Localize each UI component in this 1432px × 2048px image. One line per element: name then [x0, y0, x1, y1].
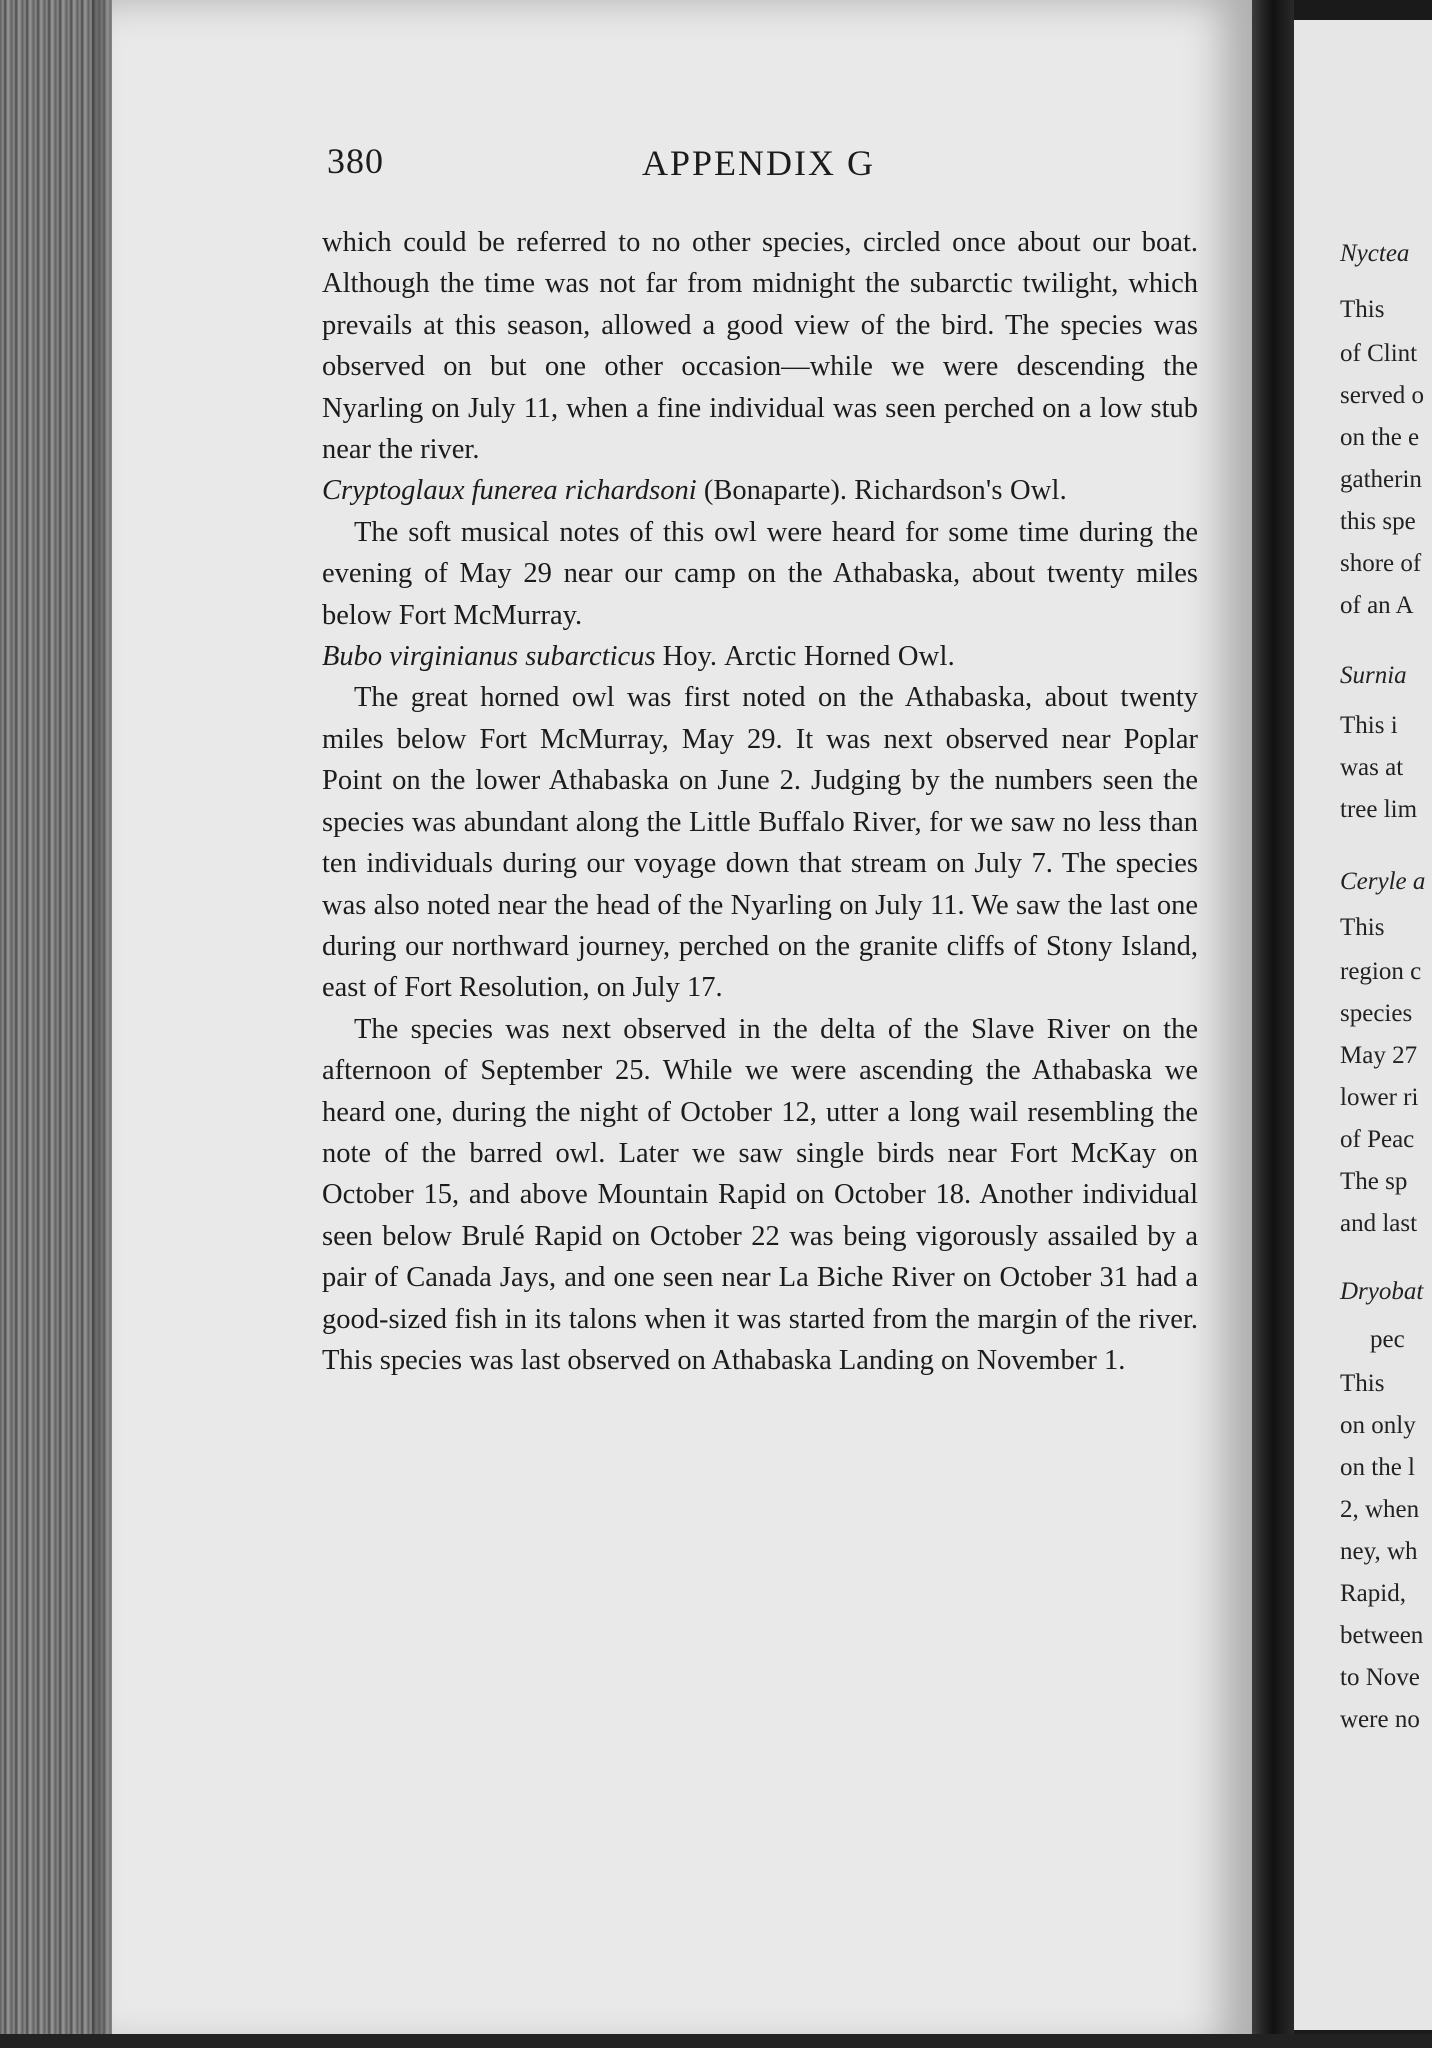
facing-page-line-fragment: and last	[1340, 1210, 1418, 1237]
facing-page-line-fragment: region c	[1340, 958, 1422, 985]
common-name: Richardson's Owl.	[854, 475, 1067, 507]
facing-page-line-fragment: were no	[1340, 1706, 1420, 1733]
facing-page-line-fragment: This	[1340, 914, 1385, 941]
facing-page-line-fragment: tree lim	[1340, 796, 1418, 823]
facing-page-line-fragment: of Clint	[1340, 340, 1418, 367]
scan-border	[0, 2034, 1432, 2048]
facing-page-line-fragment: lower ri	[1340, 1084, 1419, 1111]
facing-page-line-fragment: between	[1340, 1622, 1424, 1649]
facing-page-line-fragment: This	[1340, 1370, 1385, 1397]
facing-page-line-fragment: shore of	[1340, 550, 1422, 577]
facing-page-line-fragment: The sp	[1340, 1168, 1408, 1195]
facing-page-line-fragment: May 27	[1340, 1042, 1418, 1069]
facing-page-line-fragment: species	[1340, 1000, 1413, 1027]
authority: Hoy.	[662, 641, 718, 673]
continued-paragraph: which could be referred to no other species, circled once about our boat. Although the time was not far from midnight the subarctic twilight, which prevails at this season, allowed a good view of the bird. The species was observed on but one other occasion—while we were descending the Nyarling on July 11, when a fine individual was seen perched on a low stub near the river.	[322, 227, 1198, 466]
common-name: Arctic Horned Owl.	[724, 641, 955, 673]
book-page-edge	[0, 0, 112, 2048]
book-gutter	[1252, 0, 1294, 2048]
facing-page-line-fragment: 2, when	[1340, 1496, 1420, 1523]
facing-page-line-fragment: of Peac	[1340, 1126, 1415, 1153]
facing-page-line-fragment: on the e	[1340, 424, 1420, 451]
facing-page-line-fragment: gatherin	[1340, 466, 1422, 493]
facing-page-heading-fragment: Nyctea	[1340, 240, 1410, 267]
species-paragraph: The soft musical notes of this owl were heard for some time during the evening of May 29 near our camp on the Athabaska, about twenty miles below Fort McMurray.	[322, 516, 1198, 631]
scientific-name: Cryptoglaux funerea richardsoni	[322, 475, 697, 507]
facing-page-line-fragment: this spe	[1340, 508, 1416, 535]
facing-page-line-fragment: was at	[1340, 754, 1404, 781]
species-paragraph: The great horned owl was first noted on the Athabaska, about twenty miles below Fort McMurray, May 29. It was next observed near Poplar Point on the lower Athabaska on June 2. Judging by the numbers seen the species was abundant along the Little Buffalo River, for we saw no less than ten individuals during our voyage down that stream on July 7. The species was also noted near the head of the Nyarling on July 11. We saw the last one during our northward journey, perched on the granite cliffs of Stony Island, east of Fort Resolution, on July 17.	[322, 682, 1198, 1004]
facing-page-line-fragment: on the l	[1340, 1454, 1415, 1481]
facing-page-line-fragment: to Nove	[1340, 1664, 1420, 1691]
text-column	[322, 222, 1198, 1381]
running-head-title: APPENDIX G	[642, 143, 876, 183]
species-heading-arctic-horned-owl	[322, 636, 1198, 677]
species-paragraph: The species was next observed in the delta of the Slave River on the afternoon of September 25. While we were ascending the Athabaska we heard one, during the night of October 12, utter a long wail resembling the note of the barred owl. Later we saw single birds near Fort McKay on October 15, and above Mountain Rapid on October 18. Another individual seen below Brulé Rapid on October 22 was being vigorously assailed by a pair of Canada Jays, and one seen near La Biche River on October 31 had a good-sized fish in its talons when it was started from the margin of the river. This species was last observed on Athabaska Landing on November 1.	[322, 1013, 1198, 1376]
facing-page-line-fragment: ney, wh	[1340, 1538, 1418, 1565]
facing-page-line-fragment: Rapid,	[1340, 1580, 1406, 1607]
facing-page-line-fragment: This i	[1340, 712, 1398, 739]
facing-page-line-fragment: This	[1340, 296, 1385, 323]
species-heading-richardsons-owl	[322, 470, 1198, 511]
scientific-name: Bubo virginianus subarcticus	[322, 641, 656, 673]
facing-page-line-fragment: on only	[1340, 1412, 1416, 1439]
facing-page-line-fragment: served o	[1340, 382, 1424, 409]
facing-page-heading-fragment: Surnia	[1340, 662, 1407, 689]
facing-page-line-fragment: pec	[1370, 1326, 1405, 1353]
facing-page-heading-fragment: Ceryle a	[1340, 868, 1426, 895]
authority: (Bonaparte).	[703, 475, 848, 507]
page-number: 380	[327, 141, 384, 181]
facing-page-line-fragment: of an A	[1340, 592, 1414, 619]
facing-page	[1294, 20, 1432, 2030]
facing-page-heading-fragment: Dryobat	[1340, 1278, 1424, 1305]
